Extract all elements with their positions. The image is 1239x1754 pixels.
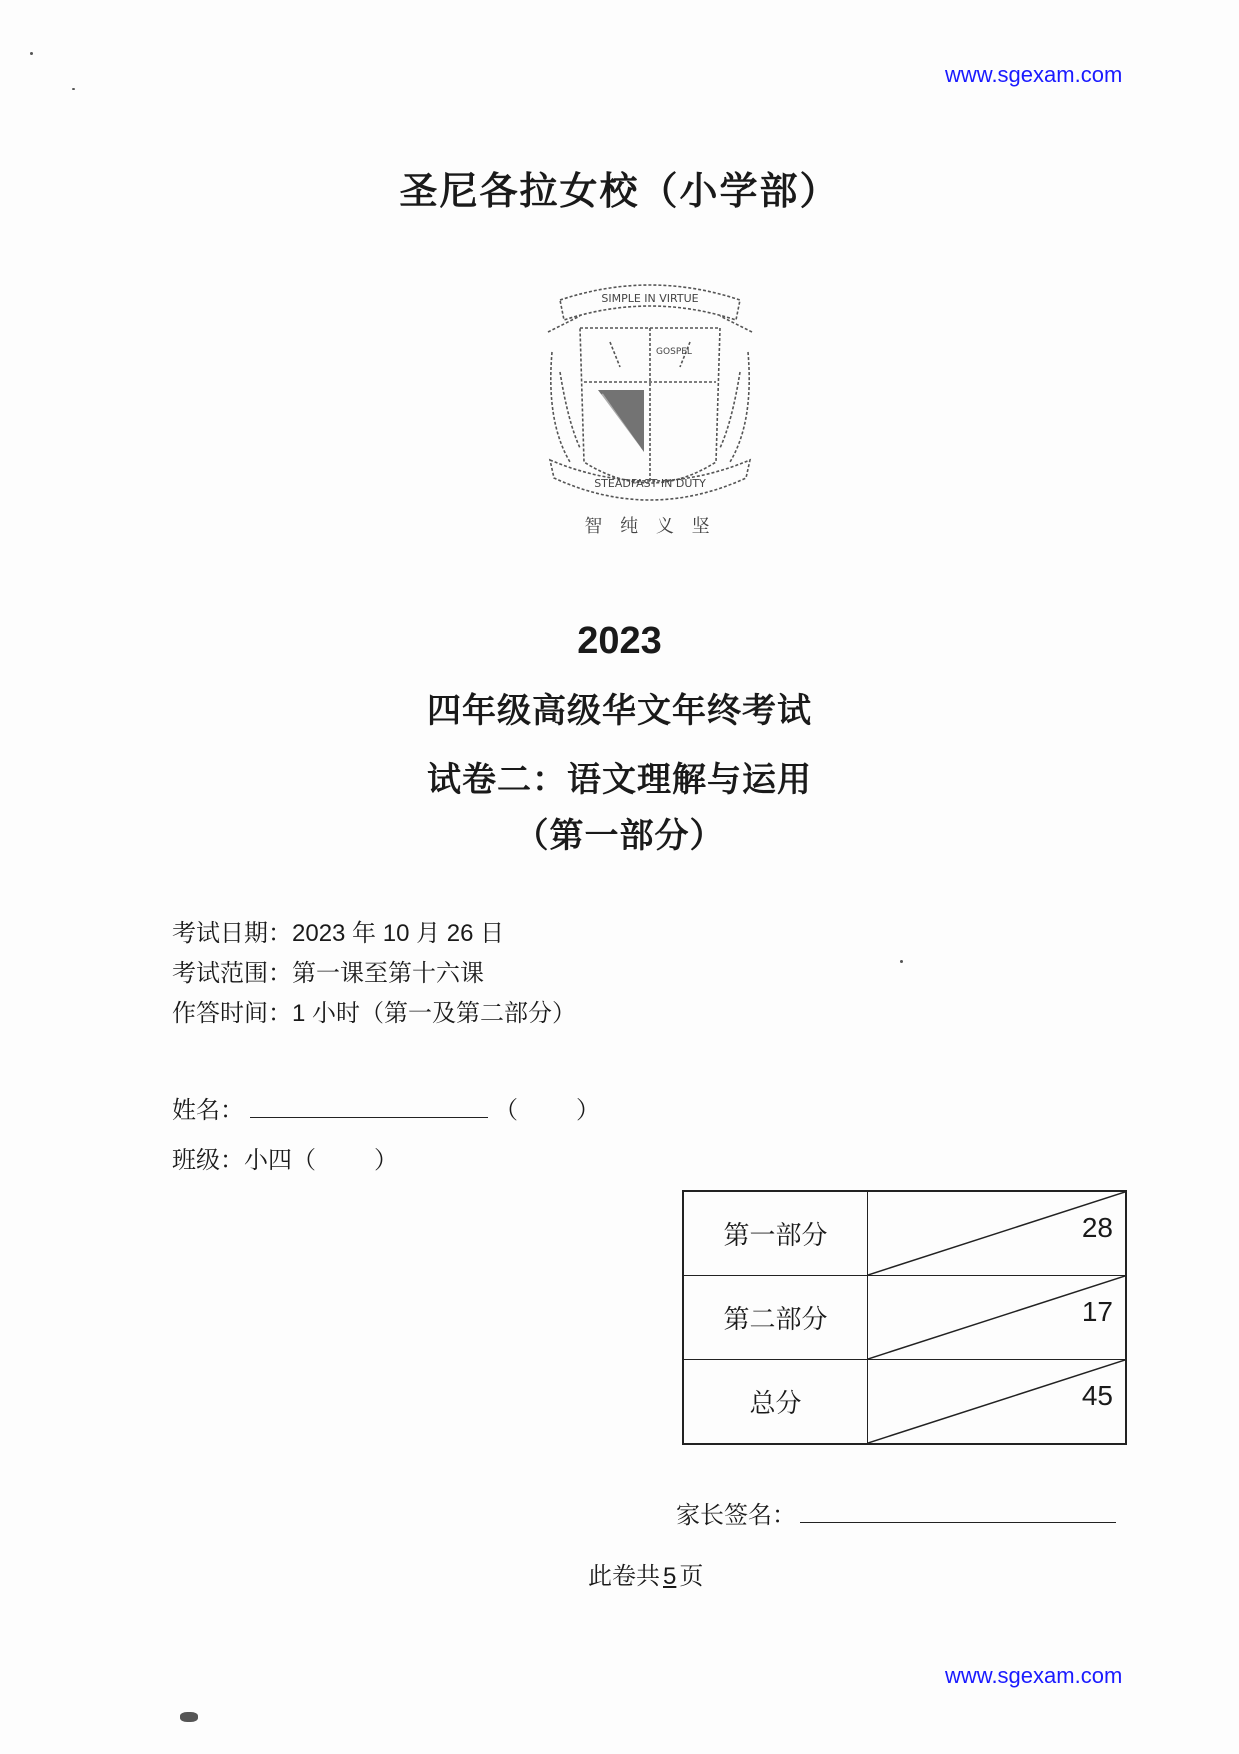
score-row-label: 总分 (683, 1360, 868, 1445)
page-count-number: 5 (663, 1563, 677, 1590)
score-row (683, 1191, 1126, 1276)
class-field-row (172, 1140, 398, 1175)
exam-date-label: 考试日期： (172, 919, 292, 947)
crest-motto-top: SIMPLE IN VIRTUE (601, 292, 699, 305)
score-row-value: 45 (1081, 1380, 1113, 1411)
part-title: （第一部分） (514, 816, 725, 856)
exam-range-label: 考试范围： (172, 959, 292, 987)
crest-chinese-motto: 智 纯 义 坚 (584, 516, 716, 537)
scan-speck (180, 1712, 198, 1722)
class-label: 班级： (172, 1146, 244, 1174)
exam-range-row (172, 958, 484, 988)
score-row-value-cell (868, 1191, 1127, 1276)
exam-date-row (172, 918, 504, 949)
score-row-value: 28 (1081, 1212, 1113, 1243)
name-paren-open: （ (494, 1096, 518, 1124)
score-row-label: 第一部分 (683, 1191, 868, 1276)
website-link-top[interactable]: www.sgexam.com (945, 62, 1123, 87)
score-table (682, 1190, 1127, 1445)
name-paren-close: ） (576, 1096, 600, 1124)
score-row-label: 第二部分 (683, 1276, 868, 1360)
name-blank[interactable] (250, 1095, 488, 1118)
paper-title: 试卷二：语文理解与运用 (427, 760, 812, 800)
exam-date-value: 2023 年 10 月 26 日 (292, 920, 505, 947)
name-label: 姓名： (172, 1096, 244, 1124)
scan-speck (72, 88, 75, 90)
exam-title: 四年级高级华文年终考试 (427, 691, 812, 731)
name-field-row (172, 1090, 600, 1125)
crest-shield-text: GOSPEL (656, 347, 692, 357)
score-row-value-cell (868, 1276, 1127, 1360)
class-value: 小四（ (244, 1146, 316, 1174)
score-row-value: 17 (1081, 1296, 1113, 1327)
exam-time-value: 1 小时（第一及第二部分） (292, 1000, 577, 1027)
page-count-suffix: 页 (679, 1562, 704, 1590)
exam-time-label: 作答时间： (172, 999, 292, 1027)
exam-time-row (172, 998, 576, 1029)
school-crest-logo (540, 272, 760, 562)
score-row-value-cell (868, 1360, 1127, 1445)
signature-label: 家长签名： (676, 1501, 796, 1529)
score-row (683, 1360, 1126, 1445)
website-link-bottom[interactable]: www.sgexam.com (945, 1663, 1123, 1688)
exam-range-value: 第一课至第十六课 (292, 959, 484, 987)
page-count (588, 1556, 703, 1591)
scan-speck (900, 960, 903, 963)
school-name: 圣尼各拉女校（小学部） (399, 168, 840, 213)
score-row (683, 1276, 1126, 1360)
parent-signature-row (676, 1495, 1116, 1530)
exam-year: 2023 (577, 620, 662, 662)
class-paren-close: ） (374, 1146, 398, 1174)
signature-blank[interactable] (800, 1500, 1116, 1523)
crest-motto-bottom: STEADFAST IN DUTY (594, 477, 706, 490)
page-count-prefix: 此卷共 (588, 1562, 660, 1590)
scan-speck (30, 52, 33, 55)
